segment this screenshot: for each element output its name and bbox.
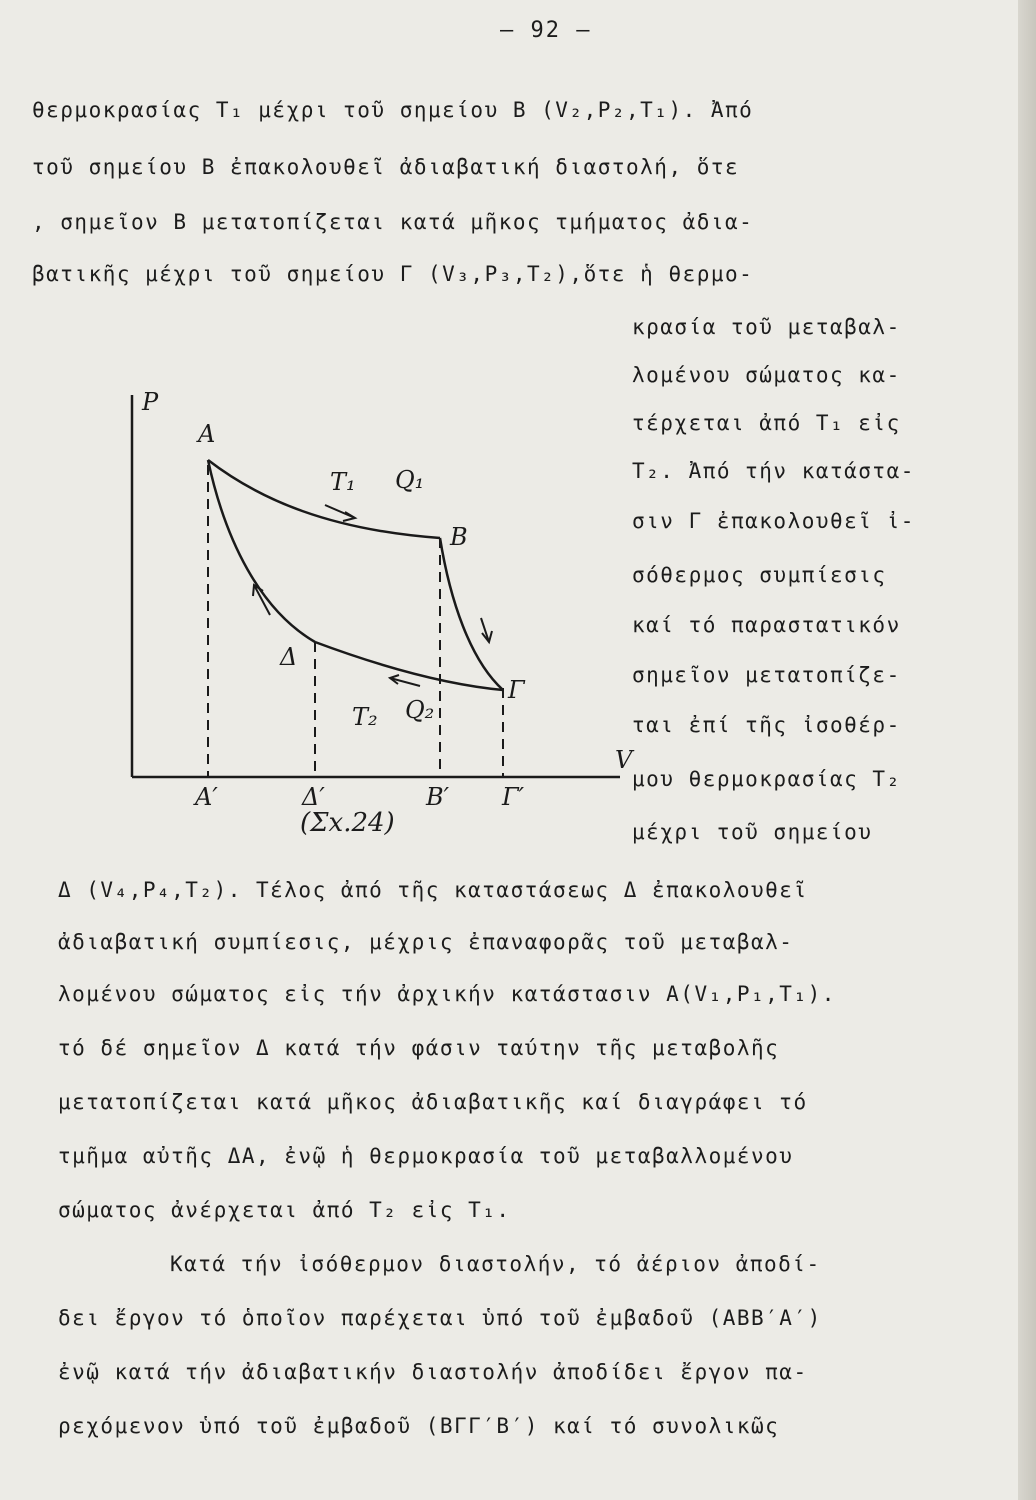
text-line: σιν Γ ἐπακολουθεῖ ἰ- (632, 509, 915, 533)
foot-label-a1: A′ (195, 783, 218, 810)
point-label-d: Δ (280, 643, 298, 671)
text-line: T₂. Ἀπό τήν κατάστα- (632, 459, 915, 483)
figure-caption: (Σx.24) (300, 808, 395, 838)
foot-label-b1: B′ (426, 783, 450, 810)
text-line: ρεχόμενον ὑπό τοῦ ἐμβαδοῦ (BΓΓ′B′) καί τό συνολικῶς (58, 1414, 780, 1438)
text-line: μου θερμοκρασίας T₂ (632, 767, 901, 791)
text-line: λομένου σώματος κα- (632, 363, 901, 387)
text-line: μετατοπίζεται κατά μῆκος ἀδιαβατικῆς καί διαγράφει τό (58, 1090, 808, 1114)
point-label-g: Γ (508, 676, 525, 704)
text-line: σώματος ἀνέρχεται ἀπό T₂ εἰς T₁. (58, 1198, 511, 1222)
label-t1: T₁ (330, 468, 356, 496)
text-line: Κατά τήν ἰσόθερμον διαστολήν, τό ἀέριον ἀποδί- (170, 1252, 821, 1276)
text-line: τό δέ σημεῖον Δ κατά τήν φάσιν ταύτην τῆς μεταβολῆς (58, 1036, 780, 1060)
text-line: Δ (V₄,P₄,T₂). Τέλος ἀπό τῆς καταστάσεως Δ ἐπακολουθεῖ (58, 878, 808, 902)
text-line: τμῆμα αὐτῆς ΔA, ἐνῷ ἡ θερμοκρασία τοῦ μεταβαλλομένου (58, 1144, 794, 1168)
text-line: δει ἔργον τό ὁποῖον παρέχεται ὑπό τοῦ ἐμβαδοῦ (ABB′A′) (58, 1306, 822, 1330)
label-q2: Q₂ (405, 696, 435, 724)
text-line: κρασία τοῦ μεταβαλ- (632, 315, 901, 339)
page-number: – 92 – (500, 18, 592, 43)
axis-label-p: P (142, 388, 159, 416)
point-label-a: A (198, 420, 216, 448)
adiabat-bg (440, 538, 503, 690)
text-line: σημεῖον μετατοπίζε- (632, 663, 901, 687)
text-line: , σημεῖον B μετατοπίζεται κατά μῆκος τμήματος ἀδια- (32, 210, 754, 234)
carnot-cycle-diagram (90, 380, 650, 810)
point-label-b: B (450, 523, 468, 551)
axis-label-v: V (615, 746, 633, 774)
label-q1: Q₁ (395, 466, 425, 494)
label-t2: T₂ (352, 703, 378, 731)
adiabat-da (208, 460, 315, 642)
foot-label-g1: Γ′ (502, 783, 525, 810)
text-line: βατικῆς μέχρι τοῦ σημείου Γ (V₃,P₃,T₂),ὅτε ἡ θερμο- (32, 262, 754, 286)
text-line: θερμοκρασίας T₁ μέχρι τοῦ σημείου B (V₂,P₂,T₁). Ἀπό (32, 98, 754, 122)
text-line: ἀδιαβατική συμπίεσις, μέχρις ἐπαναφορᾶς τοῦ μεταβαλ- (58, 930, 794, 954)
text-line: σόθερμος συμπίεσις (632, 563, 887, 587)
text-line: λομένου σώματος εἰς τήν ἀρχικήν κατάστασιν A(V₁,P₁,T₁). (58, 982, 836, 1006)
foot-label-d1: Δ′ (302, 783, 325, 810)
page-edge (1018, 0, 1036, 1500)
text-line: καί τό παραστατικόν (632, 613, 901, 637)
text-line: ται ἐπί τῆς ἰσοθέρ- (632, 713, 901, 737)
text-line: ἐνῷ κατά τήν ἀδιαβατικήν διαστολήν ἀποδίδει ἔργον πα- (58, 1360, 808, 1384)
text-line: μέχρι τοῦ σημείου (632, 820, 873, 844)
text-line: τέρχεται ἀπό T₁ εἰς (632, 411, 901, 435)
text-line: τοῦ σημείου B ἐπακολουθεῖ ἀδιαβατική διαστολή, ὅτε (32, 155, 740, 179)
